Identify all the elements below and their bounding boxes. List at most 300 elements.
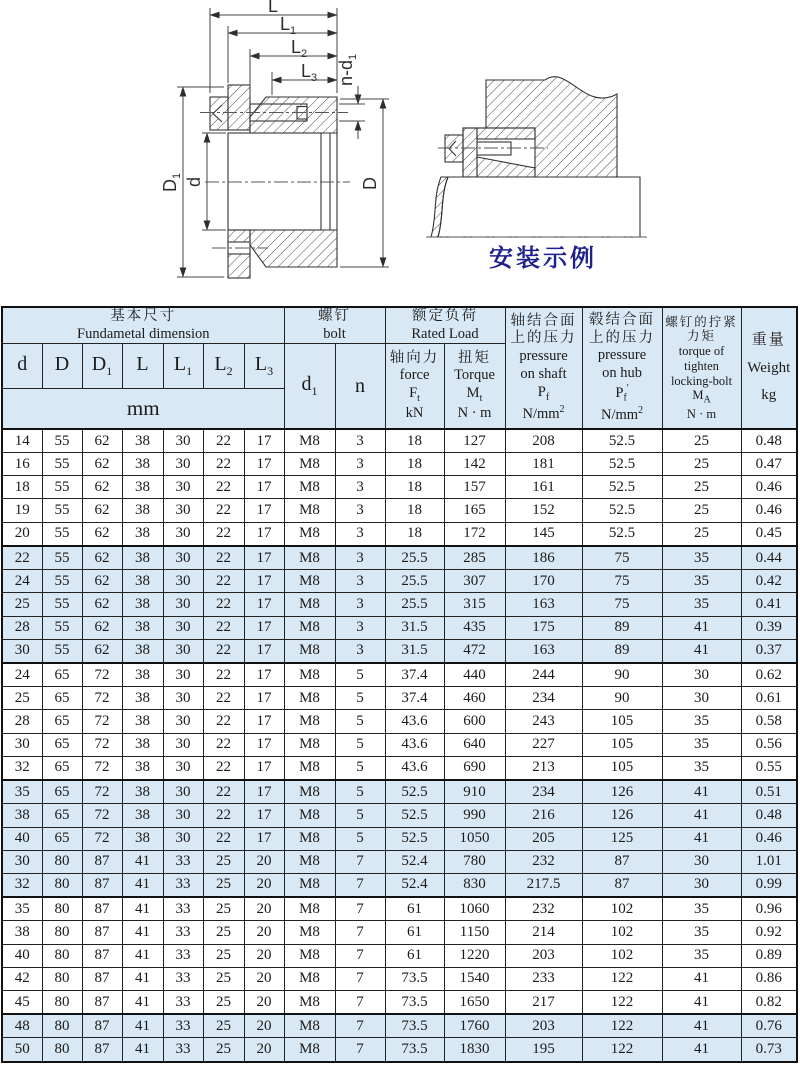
cell-L3: 20 <box>244 944 284 967</box>
cell-p_shaft: 195 <box>505 1038 582 1062</box>
cell-L: 38 <box>122 453 163 476</box>
cell-D: 55 <box>42 499 82 522</box>
cell-n: 5 <box>335 756 385 780</box>
cell-weight: 0.86 <box>741 967 797 990</box>
cell-weight: 0.46 <box>741 476 797 499</box>
cell-tighten_torque: 25 <box>662 522 741 546</box>
cell-L2: 22 <box>203 476 244 499</box>
cell-L: 41 <box>122 967 163 990</box>
cell-n: 7 <box>335 1038 385 1062</box>
cell-L3: 20 <box>244 897 284 921</box>
cell-D1: 87 <box>82 897 122 921</box>
cell-d1: M8 <box>284 1014 335 1038</box>
cell-p_hub: 105 <box>582 733 662 756</box>
cell-p_hub: 102 <box>582 944 662 967</box>
cell-L2: 22 <box>203 499 244 522</box>
table-row <box>2 570 797 593</box>
table-row <box>2 593 797 616</box>
cell-L2: 25 <box>203 1038 244 1062</box>
cell-tighten_torque: 41 <box>662 967 741 990</box>
header-pressure-on-shaft: 轴结合面 上的压力 pressure on shaft $P_f$ $N/mm^2$ <box>505 307 582 429</box>
cell-L1: 30 <box>163 546 203 570</box>
table-row <box>2 944 797 967</box>
cell-force: 18 <box>385 522 444 546</box>
cell-tighten_torque: 41 <box>662 639 741 663</box>
cell-L2: 22 <box>203 593 244 616</box>
cell-L: 38 <box>122 476 163 499</box>
cell-weight: 0.96 <box>741 897 797 921</box>
cell-torque: 472 <box>444 639 505 663</box>
cell-d1: M8 <box>284 639 335 663</box>
cell-weight: 0.48 <box>741 429 797 453</box>
cell-d: 38 <box>2 921 42 944</box>
cell-d: 24 <box>2 570 42 593</box>
cell-force: 52.5 <box>385 827 444 850</box>
cell-p_hub: 105 <box>582 756 662 780</box>
cell-p_hub: 122 <box>582 1014 662 1038</box>
cell-D1: 72 <box>82 663 122 687</box>
cell-torque: 1150 <box>444 921 505 944</box>
cell-D1: 72 <box>82 804 122 827</box>
cell-weight: 0.51 <box>741 780 797 804</box>
cell-force: 52.5 <box>385 804 444 827</box>
cell-torque: 315 <box>444 593 505 616</box>
cell-p_hub: 122 <box>582 990 662 1014</box>
table-row <box>2 453 797 476</box>
cell-p_shaft: 234 <box>505 687 582 710</box>
cell-torque: 165 <box>444 499 505 522</box>
cell-L2: 22 <box>203 710 244 733</box>
cell-L1: 30 <box>163 710 203 733</box>
cell-weight: 0.55 <box>741 756 797 780</box>
cell-p_hub: 89 <box>582 639 662 663</box>
cell-D: 80 <box>42 850 82 873</box>
cell-d1: M8 <box>284 873 335 897</box>
cell-d: 25 <box>2 687 42 710</box>
cell-L1: 30 <box>163 522 203 546</box>
cell-L3: 17 <box>244 476 284 499</box>
cell-p_shaft: 232 <box>505 897 582 921</box>
cell-torque: 1650 <box>444 990 505 1014</box>
cell-p_hub: 90 <box>582 687 662 710</box>
cell-L: 41 <box>122 921 163 944</box>
cell-weight: 0.39 <box>741 616 797 639</box>
cell-tighten_torque: 25 <box>662 499 741 522</box>
cell-L1: 30 <box>163 429 203 453</box>
cell-L1: 30 <box>163 756 203 780</box>
cell-tighten_torque: 35 <box>662 570 741 593</box>
cell-torque: 172 <box>444 522 505 546</box>
col-header-n: n <box>335 344 385 429</box>
cell-L: 41 <box>122 990 163 1014</box>
cell-p_hub: 105 <box>582 710 662 733</box>
cell-d1: M8 <box>284 570 335 593</box>
cell-L3: 17 <box>244 733 284 756</box>
table-row <box>2 780 797 804</box>
cell-L3: 17 <box>244 593 284 616</box>
table-row <box>2 850 797 873</box>
cell-d1: M8 <box>284 1038 335 1062</box>
cell-tighten_torque: 30 <box>662 850 741 873</box>
cell-tighten_torque: 30 <box>662 663 741 687</box>
cell-d: 28 <box>2 710 42 733</box>
cell-p_hub: 90 <box>582 663 662 687</box>
cell-L2: 22 <box>203 827 244 850</box>
cell-n: 7 <box>335 921 385 944</box>
sleeve-flange-top <box>228 85 250 130</box>
cell-L1: 33 <box>163 897 203 921</box>
cell-weight: 0.48 <box>741 804 797 827</box>
cell-L3: 17 <box>244 827 284 850</box>
cell-p_shaft: 213 <box>505 756 582 780</box>
table-row <box>2 990 797 1014</box>
cell-torque: 780 <box>444 850 505 873</box>
cell-d1: M8 <box>284 897 335 921</box>
cell-torque: 990 <box>444 804 505 827</box>
cell-n: 3 <box>335 616 385 639</box>
cell-D1: 62 <box>82 616 122 639</box>
cell-d1: M8 <box>284 990 335 1014</box>
cell-tighten_torque: 25 <box>662 453 741 476</box>
cell-p_hub: 75 <box>582 593 662 616</box>
cell-d1: M8 <box>284 476 335 499</box>
cell-torque: 640 <box>444 733 505 756</box>
header-pressure-on-hub: 毂结合面 上的压力 pressure on hub $P_f'$ $N/mm^2$ <box>582 307 662 429</box>
cell-d: 30 <box>2 733 42 756</box>
cell-n: 5 <box>335 804 385 827</box>
dim-label-L1: $L_1$ <box>280 14 297 37</box>
cell-weight: 0.41 <box>741 593 797 616</box>
cell-weight: 0.62 <box>741 663 797 687</box>
cell-D1: 87 <box>82 967 122 990</box>
cell-d1: M8 <box>284 967 335 990</box>
cell-p_hub: 52.5 <box>582 522 662 546</box>
cell-weight: 0.45 <box>741 522 797 546</box>
table-body <box>2 429 797 1062</box>
table-row <box>2 429 797 453</box>
cell-n: 7 <box>335 1014 385 1038</box>
cell-L3: 17 <box>244 570 284 593</box>
cell-D: 55 <box>42 453 82 476</box>
cell-L2: 25 <box>203 897 244 921</box>
table-row <box>2 873 797 897</box>
outer-ring-top <box>250 97 337 133</box>
cell-tighten_torque: 30 <box>662 873 741 897</box>
cell-L1: 30 <box>163 663 203 687</box>
cell-p_shaft: 243 <box>505 710 582 733</box>
col-header-D1: $D_1$ <box>82 344 122 389</box>
table-row <box>2 546 797 570</box>
cell-d1: M8 <box>284 429 335 453</box>
cell-D: 65 <box>42 733 82 756</box>
cell-d: 32 <box>2 873 42 897</box>
cell-L3: 17 <box>244 710 284 733</box>
cell-n: 5 <box>335 687 385 710</box>
cell-d: 35 <box>2 780 42 804</box>
table-row <box>2 522 797 546</box>
cell-D: 65 <box>42 827 82 850</box>
cell-torque: 460 <box>444 687 505 710</box>
cell-L3: 20 <box>244 850 284 873</box>
cell-n: 5 <box>335 780 385 804</box>
cell-L: 38 <box>122 663 163 687</box>
cell-tighten_torque: 41 <box>662 780 741 804</box>
table-row <box>2 921 797 944</box>
cell-d: 25 <box>2 593 42 616</box>
cell-force: 43.6 <box>385 756 444 780</box>
cell-L: 38 <box>122 429 163 453</box>
cell-L2: 25 <box>203 967 244 990</box>
cell-L: 41 <box>122 873 163 897</box>
cell-L2: 22 <box>203 639 244 663</box>
table-row <box>2 967 797 990</box>
cell-force: 37.4 <box>385 663 444 687</box>
cell-D: 55 <box>42 639 82 663</box>
cell-d: 20 <box>2 522 42 546</box>
cell-d1: M8 <box>284 804 335 827</box>
cell-tighten_torque: 41 <box>662 1014 741 1038</box>
header-tighten-torque: 螺钉的拧紧 力矩 torque of tighten locking-bolt $M_A$ N · m <box>662 307 741 429</box>
cell-L3: 17 <box>244 522 284 546</box>
cell-L3: 17 <box>244 804 284 827</box>
cell-D: 55 <box>42 476 82 499</box>
cell-n: 3 <box>335 546 385 570</box>
table-row <box>2 499 797 522</box>
cell-p_hub: 122 <box>582 967 662 990</box>
cell-d1: M8 <box>284 663 335 687</box>
cell-L3: 17 <box>244 546 284 570</box>
cell-d: 19 <box>2 499 42 522</box>
cell-d: 30 <box>2 850 42 873</box>
cell-n: 7 <box>335 944 385 967</box>
cell-n: 3 <box>335 499 385 522</box>
cell-torque: 307 <box>444 570 505 593</box>
cell-L3: 17 <box>244 499 284 522</box>
table-row <box>2 756 797 780</box>
dim-label-d: d <box>184 176 204 187</box>
cell-p_shaft: 203 <box>505 944 582 967</box>
cell-p_shaft: 244 <box>505 663 582 687</box>
cell-L2: 25 <box>203 850 244 873</box>
col-header-D: D <box>42 344 82 389</box>
dim-label-D1: $D_1$ <box>160 172 183 192</box>
cell-L3: 20 <box>244 967 284 990</box>
cell-d1: M8 <box>284 546 335 570</box>
cell-tighten_torque: 35 <box>662 710 741 733</box>
cell-weight: 0.58 <box>741 710 797 733</box>
cell-L: 38 <box>122 804 163 827</box>
cell-torque: 830 <box>444 873 505 897</box>
cell-n: 3 <box>335 570 385 593</box>
cell-p_shaft: 208 <box>505 429 582 453</box>
cell-L1: 30 <box>163 476 203 499</box>
cell-weight: 0.42 <box>741 570 797 593</box>
cell-p_shaft: 186 <box>505 546 582 570</box>
cell-tighten_torque: 35 <box>662 897 741 921</box>
cell-L: 41 <box>122 1014 163 1038</box>
header-mm-unit: mm <box>2 389 284 429</box>
cell-D1: 72 <box>82 710 122 733</box>
cell-L: 41 <box>122 944 163 967</box>
cell-weight: 0.46 <box>741 827 797 850</box>
cell-p_shaft: 217.5 <box>505 873 582 897</box>
cell-force: 52.4 <box>385 873 444 897</box>
table-row <box>2 639 797 663</box>
cell-d1: M8 <box>284 733 335 756</box>
cell-n: 7 <box>335 897 385 921</box>
cell-tighten_torque: 30 <box>662 687 741 710</box>
cell-torque: 1050 <box>444 827 505 850</box>
cell-L1: 30 <box>163 453 203 476</box>
cell-force: 25.5 <box>385 546 444 570</box>
cell-p_shaft: 227 <box>505 733 582 756</box>
table-row <box>2 710 797 733</box>
cell-L: 38 <box>122 616 163 639</box>
cell-force: 18 <box>385 429 444 453</box>
cell-D: 55 <box>42 546 82 570</box>
cell-L: 38 <box>122 546 163 570</box>
cell-L3: 17 <box>244 453 284 476</box>
cell-tighten_torque: 41 <box>662 990 741 1014</box>
cell-d: 32 <box>2 756 42 780</box>
cell-L: 38 <box>122 593 163 616</box>
installation-view <box>431 77 640 237</box>
header-basic-dimension: 基本尺寸 Fundametal dimension <box>2 307 284 344</box>
cell-L3: 17 <box>244 429 284 453</box>
cell-L1: 33 <box>163 990 203 1014</box>
cell-d: 30 <box>2 639 42 663</box>
cell-D: 65 <box>42 756 82 780</box>
cell-force: 25.5 <box>385 593 444 616</box>
cell-tighten_torque: 41 <box>662 616 741 639</box>
cell-force: 18 <box>385 453 444 476</box>
drawing-caption: 安装示例 <box>489 246 597 272</box>
cell-force: 31.5 <box>385 639 444 663</box>
cell-torque: 435 <box>444 616 505 639</box>
section-view <box>210 85 337 278</box>
dim-label-L2: $L_2$ <box>291 37 308 60</box>
cell-p_shaft: 214 <box>505 921 582 944</box>
cell-L: 38 <box>122 687 163 710</box>
cell-D1: 62 <box>82 499 122 522</box>
cell-D: 65 <box>42 687 82 710</box>
cell-L3: 17 <box>244 687 284 710</box>
cell-L2: 22 <box>203 522 244 546</box>
cell-torque: 127 <box>444 429 505 453</box>
cell-L1: 30 <box>163 804 203 827</box>
cell-L1: 30 <box>163 593 203 616</box>
cell-p_shaft: 216 <box>505 804 582 827</box>
cell-p_hub: 122 <box>582 1038 662 1062</box>
cell-D1: 87 <box>82 850 122 873</box>
dim-label-nd1: $n-d_1$ <box>336 53 359 86</box>
cell-d1: M8 <box>284 593 335 616</box>
cell-tighten_torque: 35 <box>662 733 741 756</box>
cell-L2: 25 <box>203 873 244 897</box>
cell-p_shaft: 170 <box>505 570 582 593</box>
header-rated-load: 额定负荷 Rated Load <box>385 307 505 344</box>
cell-tighten_torque: 25 <box>662 476 741 499</box>
cell-weight: 0.37 <box>741 639 797 663</box>
cell-d: 28 <box>2 616 42 639</box>
cell-L3: 20 <box>244 990 284 1014</box>
cell-tighten_torque: 25 <box>662 429 741 453</box>
cell-d1: M8 <box>284 687 335 710</box>
cell-L: 38 <box>122 639 163 663</box>
table-row <box>2 476 797 499</box>
cell-d1: M8 <box>284 827 335 850</box>
cell-force: 31.5 <box>385 616 444 639</box>
outer-ring-bottom <box>250 230 337 267</box>
cell-tighten_torque: 35 <box>662 593 741 616</box>
cell-D: 80 <box>42 873 82 897</box>
cell-weight: 0.56 <box>741 733 797 756</box>
cell-D: 80 <box>42 897 82 921</box>
cell-n: 7 <box>335 990 385 1014</box>
cell-D: 55 <box>42 593 82 616</box>
cell-D: 80 <box>42 944 82 967</box>
cell-p_shaft: 181 <box>505 453 582 476</box>
cell-L1: 30 <box>163 570 203 593</box>
cell-n: 5 <box>335 733 385 756</box>
dim-label-L: L <box>268 0 279 16</box>
cell-D1: 72 <box>82 687 122 710</box>
cell-L1: 30 <box>163 733 203 756</box>
cell-p_shaft: 161 <box>505 476 582 499</box>
cell-p_hub: 87 <box>582 873 662 897</box>
cell-p_hub: 87 <box>582 850 662 873</box>
cell-force: 18 <box>385 476 444 499</box>
cell-L1: 33 <box>163 967 203 990</box>
table-row <box>2 616 797 639</box>
cell-weight: 0.73 <box>741 1038 797 1062</box>
cell-L2: 25 <box>203 921 244 944</box>
cell-tighten_torque: 41 <box>662 827 741 850</box>
cell-tighten_torque: 35 <box>662 756 741 780</box>
col-header-L2: $L_2$ <box>203 344 244 389</box>
cell-L3: 20 <box>244 873 284 897</box>
cell-weight: 0.76 <box>741 1014 797 1038</box>
cell-p_hub: 102 <box>582 897 662 921</box>
cell-D1: 62 <box>82 546 122 570</box>
cell-p_hub: 126 <box>582 804 662 827</box>
cell-d: 14 <box>2 429 42 453</box>
cell-L1: 33 <box>163 850 203 873</box>
cell-torque: 440 <box>444 663 505 687</box>
cell-L1: 33 <box>163 921 203 944</box>
cell-L: 38 <box>122 522 163 546</box>
cell-L2: 22 <box>203 616 244 639</box>
cell-L1: 33 <box>163 1014 203 1038</box>
cell-weight: 0.92 <box>741 921 797 944</box>
cell-D: 80 <box>42 1038 82 1062</box>
cell-L: 38 <box>122 756 163 780</box>
cell-p_shaft: 163 <box>505 639 582 663</box>
cell-n: 5 <box>335 827 385 850</box>
cell-d: 42 <box>2 967 42 990</box>
cell-d: 22 <box>2 546 42 570</box>
cell-D1: 87 <box>82 1038 122 1062</box>
cell-L2: 22 <box>203 780 244 804</box>
cell-weight: 0.44 <box>741 546 797 570</box>
table-row <box>2 897 797 921</box>
cell-L: 41 <box>122 897 163 921</box>
cell-d: 40 <box>2 944 42 967</box>
col-header-axial-force: 轴向力 force $F_t$ kN <box>385 344 444 429</box>
cell-L1: 33 <box>163 873 203 897</box>
cell-n: 7 <box>335 873 385 897</box>
cell-L2: 22 <box>203 733 244 756</box>
